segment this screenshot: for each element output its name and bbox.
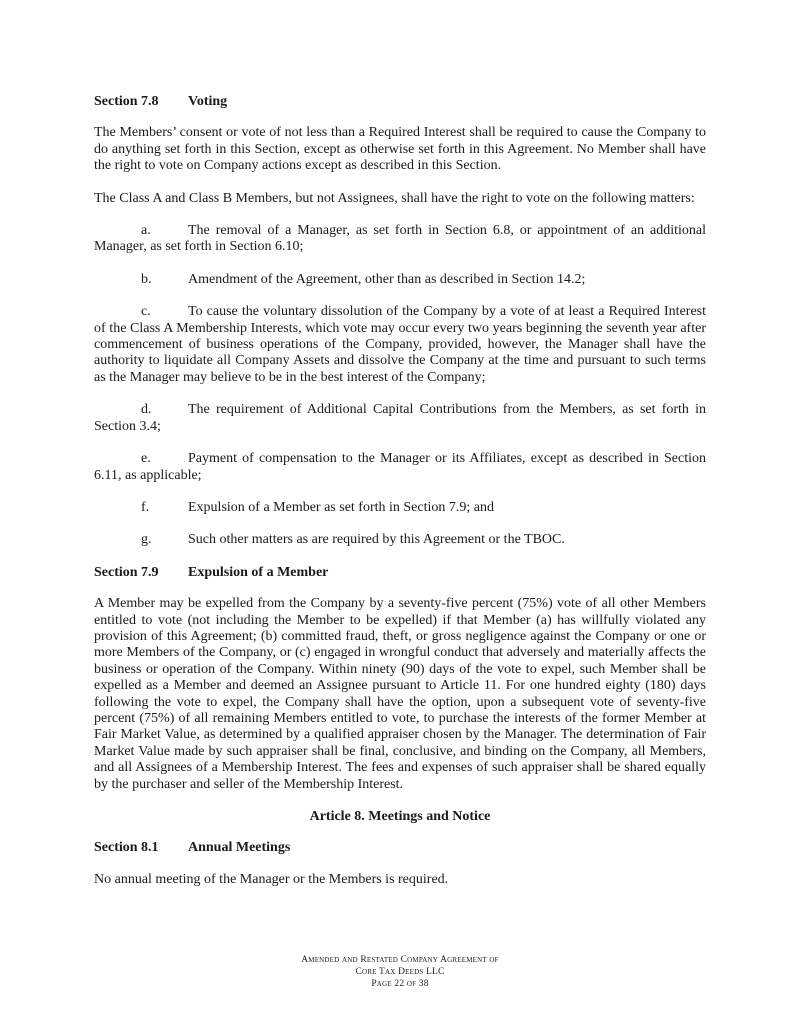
section-7-8-heading bbox=[94, 94, 706, 110]
list-item bbox=[94, 223, 706, 256]
list-item bbox=[94, 272, 706, 288]
list-item-label: b. bbox=[141, 271, 152, 287]
list-item-label: a. bbox=[141, 223, 151, 239]
section-7-8-paragraph-1: The Members’ consent or vote of not less than a Required Interest shall be required to cause the Company to do anything set forth in this Section, except as otherwise set forth in this Agreement. No Member shall have the right to vote on Company actions except as described in this Section. bbox=[94, 125, 706, 174]
list-item bbox=[94, 304, 706, 386]
list-item bbox=[94, 402, 706, 435]
section-8-1-heading bbox=[94, 840, 706, 856]
page-footer bbox=[0, 954, 800, 990]
list-item-label: d. bbox=[141, 402, 152, 418]
list-item-text: Such other matters as are required by this Agreement or the TBOC. bbox=[188, 532, 565, 548]
section-number: Section 7.9 bbox=[94, 564, 159, 580]
list-item bbox=[94, 500, 706, 516]
list-item-label: c. bbox=[141, 304, 151, 320]
footer-agreement-title: Amended and Restated Company Agreement of bbox=[301, 955, 499, 965]
list-item-label: g. bbox=[141, 532, 152, 548]
list-item-text: Expulsion of a Member as set forth in Section 7.9; and bbox=[188, 499, 494, 515]
article-8-heading: Article 8. Meetings and Notice bbox=[309, 809, 491, 824]
section-7-9-paragraph-1: A Member may be expelled from the Company by a seventy-five percent (75%) vote of all other Members entitled to vote (not including the Member to be expelled) if that Member (a) has willfully violated any provision of this Agreement; (b) committed fraud, theft, or gross negligence against the Company or one or more Members of the Company, or (c) engaged in wrongful conduct that adversely and materially affects the business or operation of the Company. Within ninety (90) days of the vote to expel, such Member shall be expelled as a Member and deemed an Assignee pursuant to Article 11. For one hundred eighty (180) days following the vote to expel, the Company shall have the option, upon a subsequent vote of seventy-five percent (75%) of all remaining Members entitled to vote, to purchase the interests of the former Member at Fair Market Value, as determined by a qualified appraiser chosen by the Manager. The determination of Fair Market Value made by such appraiser shall be final, conclusive, and binding on the Company, all Members, and all Assignees of a Membership Interest. The fees and expenses of such appraiser shall be shared equally by the purchaser and seller of the Membership Interest. bbox=[94, 596, 706, 792]
section-number: Section 8.1 bbox=[94, 840, 159, 856]
list-item-text: Amendment of the Agreement, other than as described in Section 14.2; bbox=[188, 271, 586, 287]
section-title: Annual Meetings bbox=[188, 840, 291, 856]
section-number: Section 7.8 bbox=[94, 94, 159, 109]
list-item bbox=[94, 451, 706, 484]
list-item-text: To cause the voluntary dissolution of the Company by a vote of at least a Required Interest of the Class A Membership Interests, which vote may occur every two years beginning the seventh year after commencement of business operations of the Company, provided, however, the Manager shall have the authority to liquidate all Company Assets and dissolve the Company at the time and pursuant to such terms as the Manager may believe to be in the best interest of the Company; bbox=[94, 304, 706, 385]
section-8-1-paragraph-1: No annual meeting of the Manager or the Members is required. bbox=[94, 871, 449, 887]
list-item-text: The removal of a Manager, as set forth in Section 6.8, or appointment of an additional Manager, as set forth in Section 6.10; bbox=[94, 223, 706, 255]
list-item-label: f. bbox=[141, 499, 150, 515]
section-title: Expulsion of a Member bbox=[188, 564, 329, 580]
page-content bbox=[94, 94, 706, 904]
list-item-text: Payment of compensation to the Manager or its Affiliates, except as described in Section 6.11, as applicable; bbox=[94, 451, 706, 483]
list-item-text: The requirement of Additional Capital Contributions from the Members, as set forth in Section 3.4; bbox=[94, 402, 706, 434]
footer-page-number: Page 22 of 38 bbox=[371, 979, 429, 989]
list-item bbox=[94, 532, 706, 548]
section-7-9-heading bbox=[94, 565, 706, 581]
section-7-8-paragraph-2: The Class A and Class B Members, but not Assignees, shall have the right to vote on the following matters: bbox=[94, 190, 695, 206]
list-item-label: e. bbox=[141, 451, 151, 467]
section-title: Voting bbox=[188, 94, 228, 109]
footer-company-name: Core Tax Deeds LLC bbox=[355, 967, 445, 977]
